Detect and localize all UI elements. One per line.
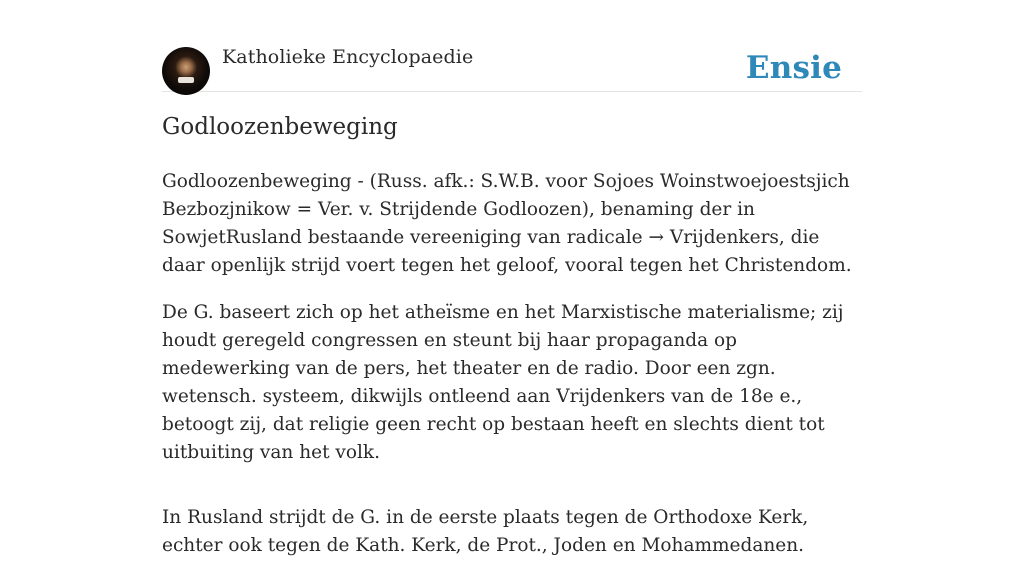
paragraph-basis: De G. baseert zich op het atheïsme en het Marxistische materialisme; zij houdt geregeld congressen en steunt bij haar propaganda op medewerking van de pers, het theater en de radio. Door een zgn. wetensch. systeem, dikwijls ontleend aan Vrijdenkers van de 18e e., betoogt zij, dat religie geen recht op bestaan heeft en slechts dient tot uitbuiting van het volk. — [162, 302, 844, 463]
paragraph-definition: Godloozenbeweging - (Russ. afk.: S.W.B. voor Sojoes Woinstwoejoestsjich Bezbozjnikow = Ver. v. Strijdende Godloozen), benaming der in SowjetRusland bestaande vereeniging van radicale → Vrijdenkers, die daar openlijk strijd voert tegen het geloof, vooral tegen het Christendom. — [162, 171, 852, 276]
avatar[interactable] — [162, 47, 210, 95]
header — [162, 44, 862, 92]
paragraph-russia: In Rusland strijdt de G. in de eerste plaats tegen de Orthodoxe Kerk, echter ook tegen de Kath. Kerk, de Prot., Joden en Mohammedanen. — [162, 507, 809, 556]
article-body — [162, 168, 862, 579]
article-title: Godloozenbeweging — [162, 114, 398, 140]
source-title[interactable]: Katholieke Encyclopaedie — [222, 46, 474, 68]
avatar-collar — [178, 77, 194, 83]
ensie-logo[interactable]: Ensie — [745, 50, 842, 86]
